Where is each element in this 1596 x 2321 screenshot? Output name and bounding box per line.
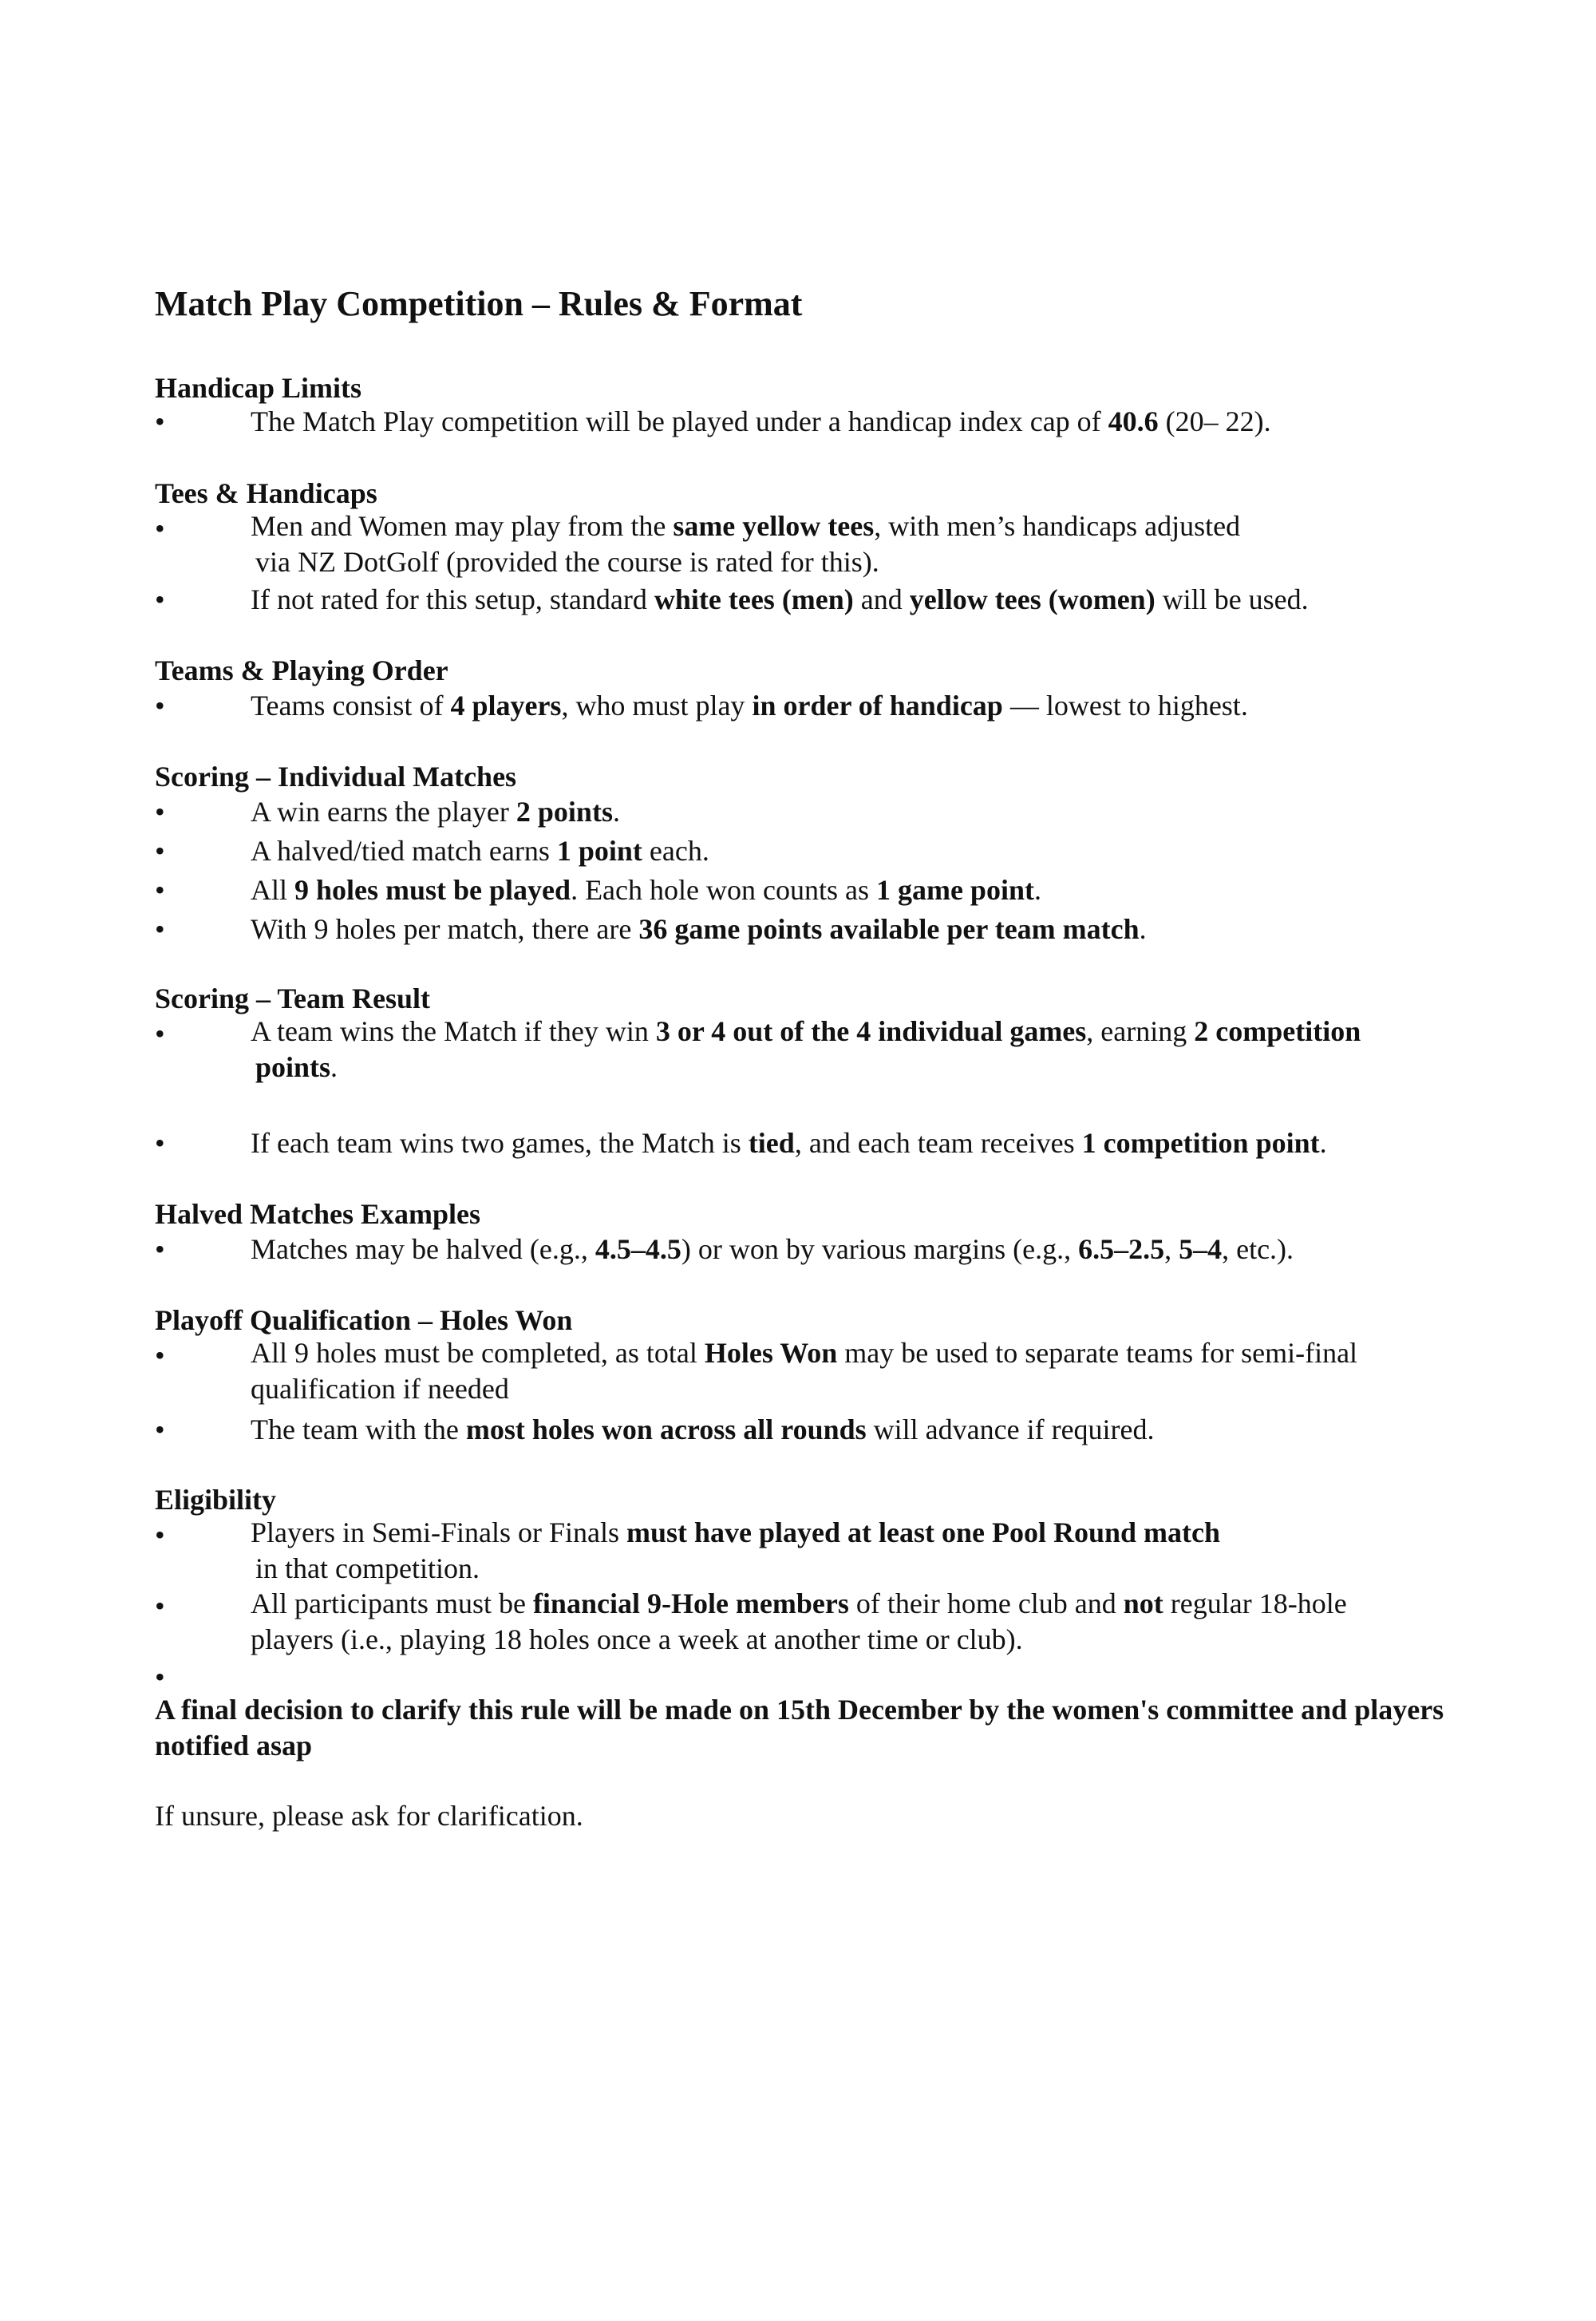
list-item: A halved/tied match earns 1 point each. — [251, 835, 709, 867]
bullet-icon: • — [155, 512, 165, 544]
list-item: A team wins the Match if they win 3 or 4 out of the 4 individual games, earning 2 competition points. — [251, 1015, 1361, 1083]
heading-teams-playing-order: Teams & Playing Order — [155, 654, 448, 686]
bullet-icon: • — [155, 1233, 165, 1265]
bullet-icon: • — [155, 1339, 165, 1371]
bullet-icon: • — [155, 913, 165, 945]
list-item: With 9 holes per match, there are 36 game points available per team match. — [251, 913, 1147, 945]
heading-tees-handicaps: Tees & Handicaps — [155, 477, 377, 509]
bullet-icon: • — [155, 796, 165, 828]
bullet-icon: • — [155, 1590, 165, 1622]
heading-playoff-qualification: Playoff Qualification – Holes Won — [155, 1304, 573, 1336]
list-item: All 9 holes must be played. Each hole won counts as 1 game point. — [251, 874, 1041, 906]
heading-handicap-limits: Handicap Limits — [155, 372, 362, 404]
bullet-icon: • — [155, 690, 165, 722]
bullet-icon: • — [155, 1018, 165, 1050]
list-item: If not rated for this setup, standard white tees (men) and yellow tees (women) will be used. — [251, 583, 1309, 615]
list-item: Men and Women may play from the same yellow tees, with men’s handicaps adjusted via NZ DotGolf (provided the course is rated for this). — [251, 510, 1241, 578]
bullet-icon: • — [155, 583, 165, 615]
list-item: All participants must be financial 9-Hole members of their home club and not regular 18-hole players (i.e., playing 18 holes once a week at another time or club). — [251, 1588, 1347, 1655]
heading-halved-matches: Halved Matches Examples — [155, 1198, 480, 1230]
bullet-icon: • — [155, 1661, 165, 1693]
closing-note: If unsure, please ask for clarification. — [155, 1800, 583, 1832]
list-item: Teams consist of 4 players, who must play in order of handicap — lowest to highest. — [251, 690, 1248, 722]
heading-eligibility: Eligibility — [155, 1484, 277, 1516]
list-item: Matches may be halved (e.g., 4.5–4.5) or won by various margins (e.g., 6.5–2.5, 5–4, etc.). — [251, 1233, 1294, 1265]
bullet-icon: • — [155, 1414, 165, 1445]
list-item: Players in Semi-Finals or Finals must have played at least one Pool Round match in that competition. — [251, 1516, 1221, 1584]
list-item: The Match Play competition will be played under a handicap index cap of 40.6 (20– 22). — [251, 405, 1271, 437]
final-decision-note: A final decision to clarify this rule will be made on 15th December by the women's committee and players notified asap — [155, 1694, 1444, 1762]
heading-scoring-individual: Scoring – Individual Matches — [155, 761, 517, 793]
bullet-icon: • — [155, 405, 165, 437]
list-item: The team with the most holes won across all rounds will advance if required. — [251, 1414, 1155, 1445]
bullet-icon: • — [155, 1127, 165, 1159]
bullet-icon: • — [155, 1519, 165, 1551]
bullet-icon: • — [155, 835, 165, 867]
bullet-icon: • — [155, 874, 165, 906]
list-item: A win earns the player 2 points. — [251, 796, 620, 828]
list-item: All 9 holes must be completed, as total Holes Won may be used to separate teams for semi-final qualification if needed — [251, 1337, 1358, 1405]
list-item: If each team wins two games, the Match is tied, and each team receives 1 competition point. — [251, 1127, 1327, 1159]
heading-scoring-team: Scoring – Team Result — [155, 983, 431, 1014]
page-title: Match Play Competition – Rules & Format — [155, 284, 803, 323]
